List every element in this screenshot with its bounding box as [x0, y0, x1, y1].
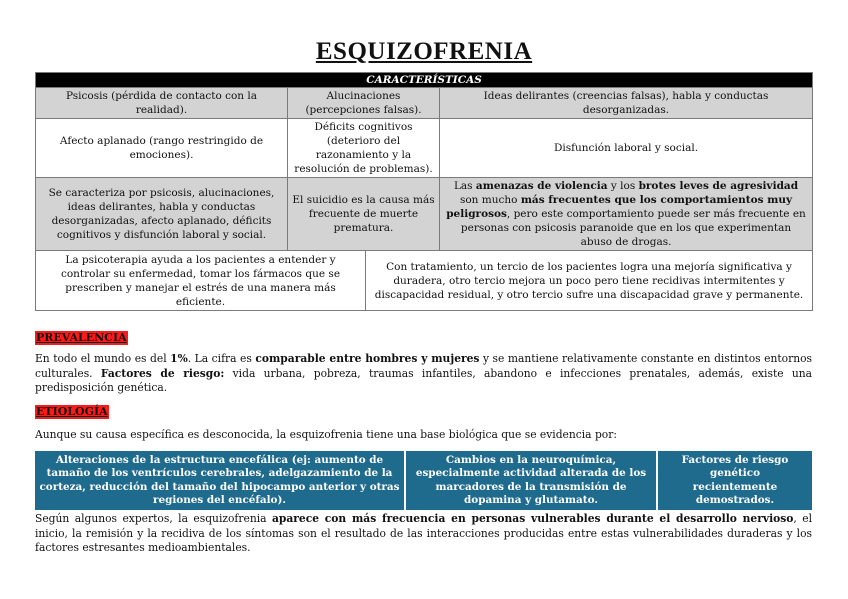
cell-violencia: Las amenazas de violencia y los brotes leves de agresividad son mucho más frecuentes que los comportamientos muy peligrosos, pero este comportamiento puede ser más frecuente en personas con psicosis paranoide que en los que experimentan abuso de drogas. — [440, 178, 813, 251]
etiologia-label: ETIOLOGÍA — [36, 405, 108, 418]
cell-afecto-aplanado: Afecto aplanado (rango restringido de emociones). — [36, 119, 288, 178]
prevalencia-label: PREVALENCIA — [36, 331, 127, 344]
characteristics-table — [35, 72, 813, 311]
cell-deficits-cognitivos: Déficits cognitivos (deterioro del razonamiento y la resolución de problemas). — [288, 119, 440, 178]
cell-psicoterapia: La psicoterapia ayuda a los pacientes a entender y controlar su enfermedad, tomar los fármacos que se prescriben y manejar el estrés de una manera más eficiente. — [36, 251, 366, 311]
etiologia-box-neuroquimica: Cambios en la neuroquímica, especialmente actividad alterada de los marcadores de la transmisión de dopamina y glutamato. — [406, 451, 656, 510]
etiologia-box-genetica: Factores de riesgo genético recientemente demostrados. — [658, 451, 812, 510]
table-header: CARACTERÍSTICAS — [36, 73, 813, 88]
etiologia-closing-paragraph: Según algunos expertos, la esquizofrenia aparece con más frecuencia en personas vulnerables durante el desarrollo nervioso, el inicio, la remisión y la recidiva de los síntomas son el resultado de las interacciones producidas entre estas vulnerabilidades duraderas y los factores estresantes medioambientales. — [35, 512, 812, 554]
etiologia-intro: Aunque su causa específica es desconocida, la esquizofrenia tiene una base biológica que se evidencia por: — [35, 428, 617, 441]
cell-alucinaciones: Alucinaciones (percepciones falsas). — [288, 88, 440, 119]
prevalencia-paragraph: En todo el mundo es del 1%. La cifra es comparable entre hombres y mujeres y se mantiene relativamente constante en distintos entornos culturales. Factores de riesgo: vida urbana, pobreza, traumas infantiles, abandono e infecciones prenatales, además, existe una predisposición genética. — [35, 352, 812, 394]
page-title: ESQUIZOFRENIA — [315, 38, 533, 65]
cell-psicosis: Psicosis (pérdida de contacto con la realidad). — [36, 88, 288, 119]
cell-suicidio: El suicidio es la causa más frecuente de muerte prematura. — [288, 178, 440, 251]
etiologia-box-estructura: Alteraciones de la estructura encefálica (ej: aumento de tamaño de los ventrículos cerebrales, adelgazamiento de la corteza, reducción del tamaño del hipocampo anterior y otras regiones del encéfalo). — [35, 451, 404, 510]
cell-ideas-delirantes: Ideas delirantes (creencias falsas), habla y conductas desorganizadas. — [440, 88, 813, 119]
cell-disfuncion: Disfunción laboral y social. — [440, 119, 813, 178]
cell-tratamiento: Con tratamiento, un tercio de los pacientes logra una mejoría significativa y duradera, otro tercio mejora un poco pero tiene recidivas intermitentes y discapacidad residual, y otro tercio sufre una discapacidad grave y permanente. — [366, 251, 813, 311]
cell-caracteriza: Se caracteriza por psicosis, alucinaciones, ideas delirantes, habla y conductas desorganizadas, afecto aplanado, déficits cognitivos y disfunción laboral y social. — [36, 178, 288, 251]
